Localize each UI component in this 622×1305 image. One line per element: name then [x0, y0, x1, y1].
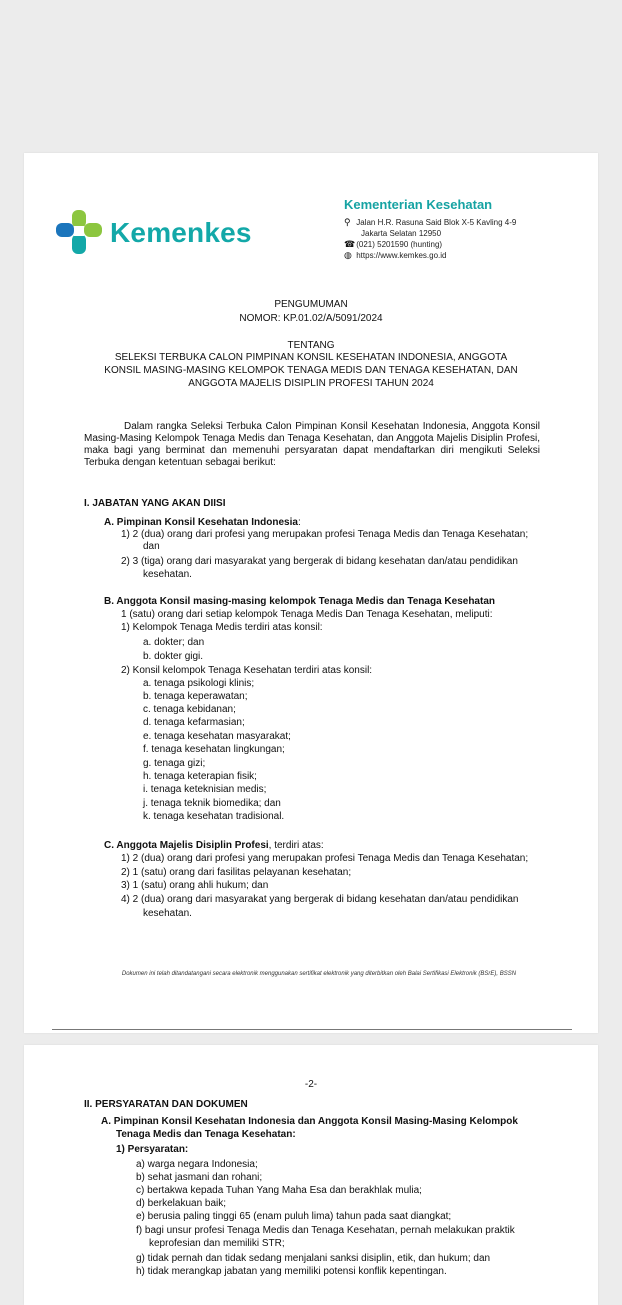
phone: (021) 5201590 (hunting)	[356, 240, 443, 249]
list-item: a) warga negara Indonesia;	[136, 1159, 258, 1170]
document-page-2	[24, 1045, 598, 1305]
subject-line-2: KONSIL MASING-MASING KELOMPOK TENAGA MEDIS DAN TENAGA KESEHATAN, DAN	[104, 365, 518, 376]
location-pin-icon: ⚲	[344, 217, 351, 227]
footer-divider	[52, 1029, 572, 1030]
address-2: Jakarta Selatan 12950	[361, 229, 442, 238]
section-2a-title-2: Tenaga Medis dan Tenaga Kesehatan:	[116, 1129, 296, 1140]
list-item: e) berusia paling tinggi 65 (enam puluh lima) tahun pada saat diangkat;	[136, 1211, 452, 1222]
section-1b-group-1: 1) Kelompok Tenaga Medis terdiri atas konsil:	[121, 622, 323, 633]
list-item: a. dokter; dan	[143, 637, 205, 648]
section-1a-item-2-cont: kesehatan.	[143, 569, 192, 580]
org-name: Kementerian Kesehatan	[344, 197, 493, 212]
section-1c-item-4: 4) 2 (dua) orang dari masyarakat yang bergerak di bidang kesehatan dan/atau pendidikan	[121, 894, 519, 905]
section-1b-group-2: 2) Konsil kelompok Tenaga Kesehatan terdiri atas konsil:	[121, 665, 373, 676]
list-item: d) berkelakuan baik;	[136, 1198, 227, 1209]
list-item: h. tenaga keterapian fisik;	[143, 771, 257, 782]
list-item: f) bagi unsur profesi Tenaga Medis dan Tenaga Kesehatan, pernah melakukan praktik	[136, 1225, 515, 1236]
section-1c-item-3: 3) 1 (satu) orang ahli hukum; dan	[121, 880, 269, 891]
page-number: -2-	[304, 1079, 318, 1090]
globe-icon: ◍	[344, 250, 352, 260]
brand-name: Kemenkes	[110, 217, 252, 248]
section-1a-item-2: 2) 3 (tiga) orang dari masyarakat yang bergerak di bidang kesehatan dan/atau pendidikan	[121, 556, 518, 567]
section-1c-item-2: 2) 1 (satu) orang dari fasilitas pelayanan kesehatan;	[121, 867, 352, 878]
list-item: h) tidak merangkap jabatan yang memiliki potensi konflik kepentingan.	[136, 1266, 447, 1277]
section-1c-item-1: 1) 2 (dua) orang dari profesi yang merupakan profesi Tenaga Medis dan Tenaga Kesehatan;	[121, 853, 529, 864]
section-1a-item-1: 1) 2 (dua) orang dari profesi yang merupakan profesi Tenaga Medis dan Tenaga Kesehatan;	[121, 529, 529, 540]
list-item: b. dokter gigi.	[143, 651, 204, 662]
list-item: d. tenaga kefarmasian;	[143, 717, 245, 728]
list-item: g. tenaga gizi;	[143, 758, 206, 769]
document-page-1	[24, 153, 598, 1033]
website: https://www.kemkes.go.id	[356, 251, 447, 260]
org-contact-block	[344, 197, 594, 261]
section-1a-item-1-cont: dan	[143, 541, 160, 552]
list-item: b. tenaga keperawatan;	[143, 691, 248, 702]
section-1c-item-4-cont: kesehatan.	[143, 908, 192, 919]
section-1b-intro: 1 (satu) orang dari setiap kelompok Tenaga Medis Dan Tenaga Kesehatan, meliputi:	[121, 609, 493, 620]
subject-line-1: SELEKSI TERBUKA CALON PIMPINAN KONSIL KESEHATAN INDONESIA, ANGGOTA	[114, 352, 508, 363]
doc-type: PENGUMUMAN	[274, 299, 348, 310]
list-item: e. tenaga kesehatan masyarakat;	[143, 731, 291, 742]
phone-line	[344, 239, 594, 250]
section-1b-title: B. Anggota Konsil masing-masing kelompok Tenaga Medis dan Tenaga Kesehatan	[104, 596, 495, 607]
section-1a-title: A. Pimpinan Konsil Kesehatan Indonesia:	[104, 517, 301, 528]
address-1: Jalan H.R. Rasuna Said Blok X-5 Kavling 4-9	[356, 218, 517, 227]
section-2a-title-1: A. Pimpinan Konsil Kesehatan Indonesia dan Anggota Konsil Masing-Masing Kelompok	[101, 1116, 518, 1127]
esign-note: Dokumen ini telah ditandatangani secara elektronik menggunakan sertifikat elektronik yang diterbitkan oleh Balai Sertifikasi Elektronik (BSrE), BSSN	[121, 971, 517, 977]
section-1-title: I. JABATAN YANG AKAN DIISI	[84, 498, 226, 509]
list-item: c) bertakwa kepada Tuhan Yang Maha Esa dan berakhlak mulia;	[136, 1185, 422, 1196]
phone-icon: ☎	[344, 239, 356, 249]
tentang-label: TENTANG	[287, 340, 335, 351]
list-item: i. tenaga keteknisian medis;	[143, 784, 267, 795]
doc-number: NOMOR: KP.01.02/A/5091/2024	[239, 313, 383, 324]
list-item-cont: keprofesian dan memiliki STR;	[149, 1238, 285, 1249]
website-line	[344, 250, 594, 261]
list-item: a. tenaga psikologi klinis;	[143, 678, 255, 689]
address-line	[344, 217, 594, 228]
intro-paragraph: Dalam rangka Seleksi Terbuka Calon Pimpinan Konsil Kesehatan Indonesia, Anggota Konsil Masing-Masing Kelompok Tenaga Medis dan Tenaga Kesehatan, dan Anggota Majelis Disiplin Profesi, maka bagi yang berminat dan memenuhi persyaratan dapat mendaftarkan diri mengikuti Seleksi Terbuka dengan ketentuan sebagai berikut:	[84, 421, 540, 468]
requirements-title: 1) Persyaratan:	[116, 1144, 189, 1155]
list-item: f. tenaga kesehatan lingkungan;	[143, 744, 285, 755]
list-item: k. tenaga kesehatan tradisional.	[143, 811, 285, 822]
list-item: b) sehat jasmani dan rohani;	[136, 1172, 263, 1183]
list-item: g) tidak pernah dan tidak sedang menjalani sanksi disiplin, etik, dan hukum; dan	[136, 1253, 491, 1264]
kemenkes-logo-icon	[54, 209, 104, 255]
list-item: c. tenaga kebidanan;	[143, 704, 236, 715]
subject-line-3: ANGGOTA MAJELIS DISIPLIN PROFESI TAHUN 2024	[188, 378, 434, 389]
section-1c-title: C. Anggota Majelis Disiplin Profesi, terdiri atas:	[104, 840, 324, 851]
list-item: j. tenaga teknik biomedika; dan	[143, 798, 281, 809]
section-2-title: II. PERSYARATAN DAN DOKUMEN	[84, 1099, 248, 1110]
